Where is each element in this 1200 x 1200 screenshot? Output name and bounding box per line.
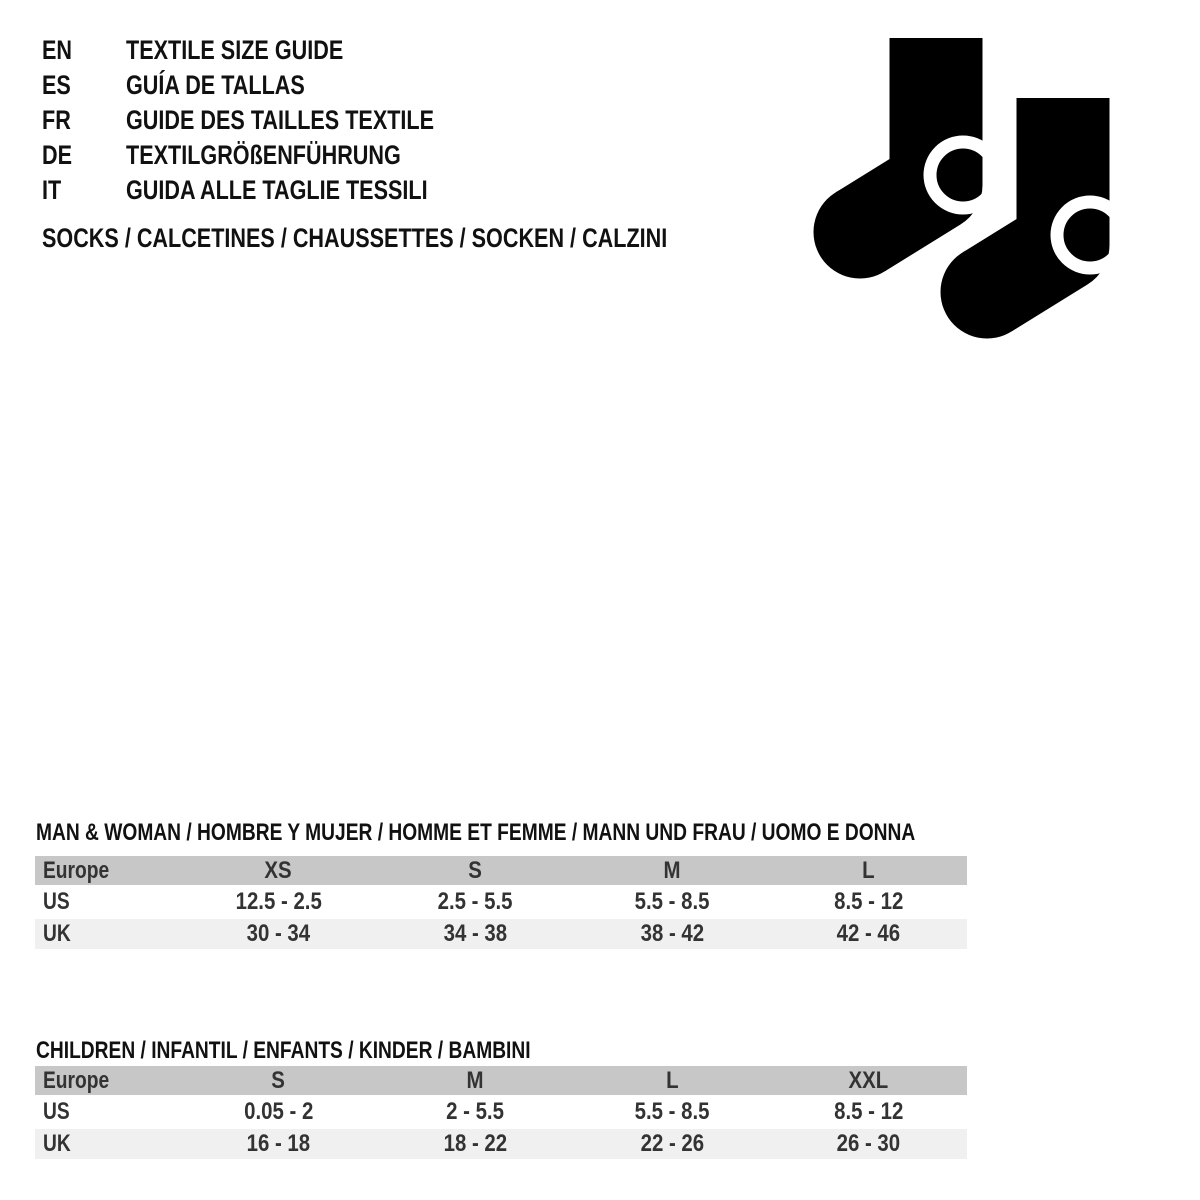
- size-table-man-woman: [35, 856, 967, 951]
- size-value: 42 - 46: [836, 920, 901, 947]
- column-header-europe: Europe: [43, 856, 110, 884]
- guide-title-en: TEXTILE SIZE GUIDE: [125, 35, 343, 65]
- table-row-uk: [35, 919, 967, 949]
- size-value: 18 - 22: [443, 1130, 507, 1157]
- column-header-xxl: XXL: [848, 1066, 889, 1094]
- size-value: 12.5 - 2.5: [235, 888, 322, 915]
- size-value: 5.5 - 8.5: [634, 888, 710, 915]
- table-title-children: CHILDREN / INFANTIL / ENFANTS / KINDER / BAMBINI: [36, 1037, 531, 1064]
- language-code: EN: [42, 35, 73, 65]
- size-value: 16 - 18: [246, 1130, 311, 1157]
- size-table-children: [35, 1066, 967, 1161]
- column-header-xs: XS: [264, 856, 292, 884]
- column-header-europe: Europe: [43, 1066, 110, 1094]
- language-code: DE: [42, 140, 73, 170]
- language-row-es: [42, 68, 511, 103]
- column-header-m: M: [466, 1066, 484, 1094]
- language-code: ES: [42, 70, 71, 100]
- size-value: 8.5 - 12: [834, 888, 904, 915]
- table-row-us: [35, 1097, 967, 1127]
- language-row-de: [42, 138, 511, 173]
- size-value: 38 - 42: [640, 920, 704, 947]
- column-header-l: L: [665, 1066, 679, 1094]
- table-title-man-woman: MAN & WOMAN / HOMBRE Y MUJER / HOMME ET FEMME / MANN UND FRAU / UOMO E DONNA: [36, 819, 916, 846]
- table-row-uk: [35, 1129, 967, 1159]
- row-label: US: [43, 1098, 70, 1125]
- size-value: 2.5 - 5.5: [437, 888, 513, 915]
- category-line: SOCKS / CALCETINES / CHAUSSETTES / SOCKEN / CALZINI: [42, 223, 668, 253]
- guide-title-it: GUIDA ALLE TAGLIE TESSILI: [125, 175, 428, 205]
- size-value: 34 - 38: [443, 920, 507, 947]
- language-list: [42, 33, 511, 208]
- column-header-s: S: [271, 1066, 286, 1094]
- table-header-row: [35, 856, 967, 885]
- size-value: 8.5 - 12: [834, 1098, 904, 1125]
- sock-left-icon: [814, 38, 997, 279]
- size-value: 22 - 26: [640, 1130, 704, 1157]
- row-label: UK: [43, 920, 71, 947]
- guide-title-es: GUÍA DE TALLAS: [125, 70, 305, 100]
- column-header-m: M: [663, 856, 681, 884]
- size-value: 5.5 - 8.5: [634, 1098, 710, 1125]
- size-value: 26 - 30: [836, 1130, 901, 1157]
- language-row-fr: [42, 103, 511, 138]
- column-header-l: L: [862, 856, 875, 884]
- size-value: 0.05 - 2: [243, 1098, 313, 1125]
- table-row-us: [35, 887, 967, 917]
- language-code: IT: [42, 175, 62, 205]
- column-header-s: S: [468, 856, 482, 884]
- guide-title-fr: GUIDE DES TAILLES TEXTILE: [125, 105, 434, 135]
- row-label: UK: [43, 1130, 71, 1157]
- size-value: 2 - 5.5: [446, 1098, 505, 1125]
- row-label: US: [43, 888, 70, 915]
- socks-icon: [790, 20, 1120, 360]
- language-row-it: [42, 173, 511, 208]
- table-header-row: [35, 1066, 967, 1095]
- language-code: FR: [42, 105, 71, 135]
- language-row-en: [42, 33, 511, 68]
- size-value: 30 - 34: [246, 920, 311, 947]
- guide-title-de: TEXTILGRÖßENFÜHRUNG: [125, 140, 401, 170]
